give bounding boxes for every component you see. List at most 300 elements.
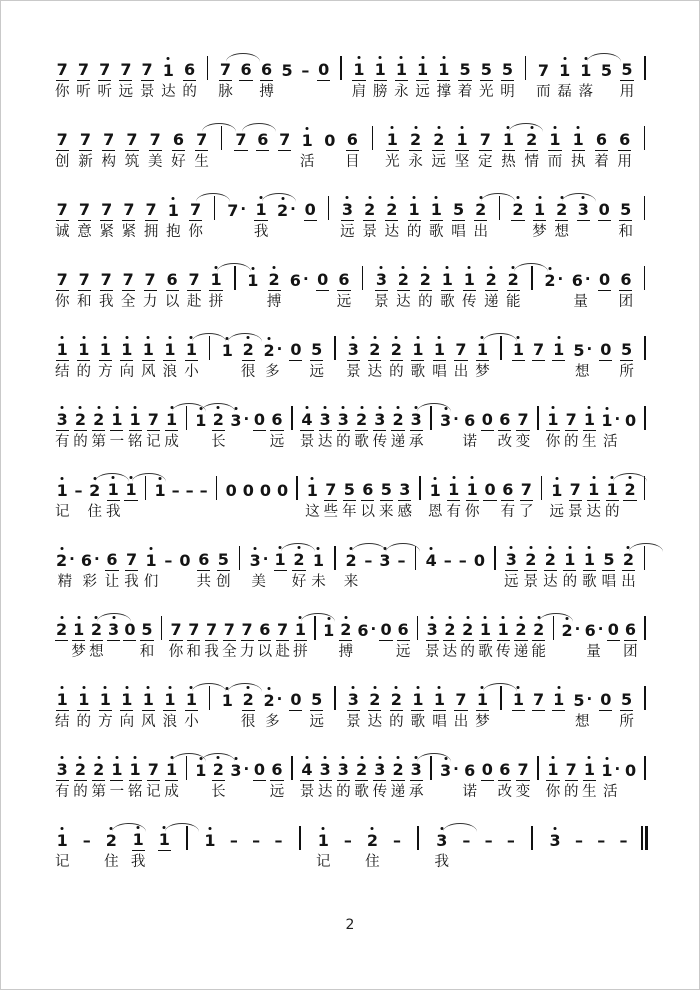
lyric: 达 [396, 294, 411, 310]
rest [242, 471, 255, 525]
note-token [407, 191, 422, 245]
note-token [361, 471, 376, 525]
lyric: 想 [575, 364, 590, 380]
note-glyph: 3 [436, 831, 448, 850]
note-glyph: 1 [430, 200, 442, 219]
note-token [389, 331, 404, 385]
lyric: 用 [619, 84, 635, 100]
lyric: 光 [479, 84, 494, 100]
note-glyph: 1 [580, 61, 592, 80]
note-glyph: 1 [56, 690, 68, 709]
note-glyph: – [506, 831, 515, 850]
note-glyph: 0 [598, 200, 610, 219]
lyric: 我 [98, 294, 114, 310]
lyric: 有 [446, 504, 461, 520]
note-token [211, 401, 226, 455]
lyric: 达 [384, 224, 400, 240]
note-glyph: 1 [78, 690, 90, 709]
lyric: 精 [57, 574, 73, 590]
note-glyph: 2 [356, 760, 368, 779]
bar-glyph [537, 406, 539, 430]
note-token [229, 751, 249, 805]
note-token [143, 261, 158, 315]
note-token [475, 681, 490, 735]
note-token [171, 121, 186, 175]
rest [259, 471, 272, 525]
note-token [415, 51, 430, 105]
note-glyph: 7 [517, 760, 529, 779]
note-token [226, 191, 246, 245]
augmentation-dot: · [370, 620, 377, 638]
note-glyph: 1 [132, 830, 144, 849]
note-glyph: 2 [485, 270, 497, 289]
note-token [258, 611, 273, 665]
lyric: 远 [431, 154, 447, 170]
note-glyph: 7 [125, 550, 138, 569]
lyric: 所 [619, 714, 634, 730]
lyric: 远 [336, 294, 352, 310]
lyric: 团 [618, 294, 634, 310]
note-glyph: 0 [600, 690, 612, 709]
note-glyph: 2 [392, 760, 404, 779]
note-token [182, 51, 197, 105]
note-glyph: 6 [198, 550, 210, 569]
lyric: 着 [457, 84, 473, 100]
note-glyph: 7 [532, 690, 545, 709]
note-glyph: 1 [107, 480, 119, 499]
note-token [249, 541, 269, 595]
note-glyph: 1 [301, 131, 313, 150]
lyric: 歌 [410, 364, 426, 380]
note-token [439, 751, 459, 805]
note-glyph: – [397, 551, 406, 570]
note-token [411, 681, 426, 735]
lyric: 以 [257, 644, 273, 660]
note-glyph: – [484, 831, 493, 850]
lyric: 第 [91, 434, 106, 450]
bar-glyph [430, 406, 432, 430]
note-token [78, 121, 93, 175]
barline [528, 821, 536, 875]
note-token [163, 681, 178, 735]
bar-glyph [417, 826, 419, 850]
note-token [77, 261, 92, 315]
note-token [124, 471, 137, 525]
note-token [352, 51, 367, 105]
note-token [568, 471, 583, 525]
note-token [356, 611, 376, 665]
note-glyph: – [364, 551, 373, 570]
note-token [396, 611, 411, 665]
note-glyph: 2 [56, 551, 68, 570]
note-glyph: 1 [412, 690, 424, 709]
barline [236, 541, 244, 595]
lyric: 长 [211, 434, 226, 450]
lyric: 成 [164, 784, 179, 800]
note-token [512, 681, 525, 735]
note-glyph: 5 [452, 200, 465, 219]
bar-glyph [291, 756, 293, 780]
bar-glyph [296, 476, 298, 500]
note-glyph: 1 [121, 340, 133, 359]
rest [379, 611, 392, 665]
note-token [144, 191, 159, 245]
lyric: 景 [299, 784, 315, 800]
lyric: 记 [316, 854, 331, 870]
note-glyph: 1 [456, 130, 468, 149]
note-glyph: 1 [551, 481, 563, 500]
rest [473, 541, 486, 595]
note-glyph: 4 [301, 760, 313, 779]
note-glyph: 1 [154, 481, 166, 500]
lyric: 活 [603, 784, 618, 800]
note-glyph: 1 [479, 620, 491, 639]
note-token [128, 401, 143, 455]
lyric: 有 [55, 434, 70, 450]
note-glyph: 1 [167, 201, 179, 220]
barline [641, 401, 649, 455]
note-glyph: 1 [111, 760, 123, 779]
note-glyph: 3 [319, 760, 331, 779]
lyric: 量 [586, 644, 601, 660]
bar-glyph [299, 826, 301, 850]
note-glyph: 1 [247, 271, 259, 290]
note-token [514, 611, 529, 665]
note-token [605, 471, 620, 525]
bar-glyph [494, 546, 496, 570]
note-token [440, 261, 455, 315]
note-token [454, 331, 469, 385]
barline [641, 751, 649, 805]
note-token [572, 331, 592, 385]
duration-dash [343, 821, 353, 875]
lyric: 方 [98, 714, 113, 730]
lyric: 新 [78, 154, 93, 170]
lyric: 歌 [429, 224, 444, 240]
note-token [221, 331, 234, 385]
note-glyph: 7 [147, 410, 159, 429]
note-glyph: 1 [606, 480, 618, 499]
note-token [98, 681, 113, 735]
note-glyph: 3 [439, 411, 452, 430]
augmentation-dot: · [69, 550, 75, 568]
note-glyph: 7 [170, 620, 182, 639]
lyric: 的 [460, 644, 475, 660]
note-token [99, 261, 114, 315]
rest [316, 261, 329, 315]
note-glyph: 7 [517, 410, 529, 429]
note-token [318, 401, 333, 455]
lyric: 的 [336, 434, 351, 450]
note-token [623, 471, 636, 525]
duration-dash [443, 541, 453, 595]
lyric: 活 [603, 434, 618, 450]
note-glyph: 5 [621, 340, 633, 359]
note-token [546, 401, 561, 455]
note-token [222, 611, 237, 665]
lyric: 拥 [143, 224, 159, 240]
note-token [373, 51, 388, 105]
note-glyph: 3 [426, 620, 438, 639]
note-token [546, 751, 561, 805]
note-glyph: 0 [290, 690, 302, 709]
note-token [229, 401, 249, 455]
lyric: 能 [505, 294, 521, 310]
note-token [164, 401, 179, 455]
note-glyph: 1 [583, 550, 595, 569]
note-glyph: 2 [525, 550, 537, 569]
note-glyph: 2 [475, 200, 487, 219]
note-token [73, 751, 88, 805]
note-glyph: 1 [559, 61, 571, 80]
lyric: 方 [98, 364, 113, 380]
note-token [324, 471, 339, 525]
lyric: 景 [346, 364, 361, 380]
note-token [501, 471, 516, 525]
lyric: 了 [519, 504, 534, 520]
note-glyph: 7 [126, 130, 138, 149]
note-token [368, 331, 383, 385]
bar-glyph [186, 826, 188, 850]
lyric: 的 [389, 714, 404, 730]
note-token [122, 191, 137, 245]
note-glyph: 7 [122, 270, 134, 289]
note-token [451, 191, 466, 245]
lyric: 筑 [124, 154, 140, 170]
barline [218, 121, 226, 175]
lyric: 脉 [218, 84, 233, 100]
lyric: 景 [139, 84, 155, 100]
lyric: 铭 [127, 784, 143, 800]
note-glyph: 4 [425, 551, 437, 570]
lyric: 景 [374, 294, 389, 310]
note-glyph: 7 [479, 130, 491, 149]
note-glyph: 5 [217, 550, 229, 569]
note-token [617, 121, 632, 175]
lyric: 我 [130, 854, 146, 870]
augmentation-dot: · [243, 760, 250, 778]
note-token [600, 751, 620, 805]
lyric: 感 [397, 504, 413, 520]
lyric: 唱 [432, 364, 447, 380]
note-glyph: 2 [433, 130, 445, 149]
note-token [618, 191, 633, 245]
note-glyph: 3 [230, 761, 242, 780]
note-token [77, 331, 92, 385]
note-token [336, 401, 351, 455]
note-glyph: 6 [357, 621, 369, 640]
note-token [141, 681, 156, 735]
note-glyph: 3 [341, 200, 353, 219]
note-glyph: 5 [380, 480, 392, 499]
note-glyph: 1 [306, 481, 318, 500]
note-token [354, 401, 369, 455]
note-glyph: 6 [362, 480, 374, 499]
note-glyph: 1 [412, 340, 424, 359]
augmentation-dot: · [94, 550, 100, 568]
barline [497, 331, 505, 385]
note-glyph: 7 [455, 340, 467, 359]
note-glyph: 1 [564, 550, 576, 569]
lyric: 们 [143, 574, 159, 590]
note-glyph: 1 [111, 410, 123, 429]
lyric: 热 [501, 154, 516, 170]
note-token [532, 681, 545, 735]
note-token [462, 261, 477, 315]
note-glyph: 1 [476, 340, 489, 359]
note-token [141, 331, 156, 385]
lyric: 撑 [436, 84, 452, 100]
note-token [76, 51, 91, 105]
lyric: 改 [497, 784, 513, 800]
lyric: 第 [91, 784, 106, 800]
bar-glyph [644, 476, 646, 500]
barline [204, 51, 212, 105]
notation-system [55, 595, 649, 665]
note-glyph: 2 [242, 690, 254, 709]
note-token [579, 51, 594, 105]
lyric: 唱 [451, 224, 466, 240]
lyric: 远 [309, 364, 324, 380]
lyric: 传 [372, 434, 388, 450]
lyric: 多 [265, 714, 280, 730]
barline [368, 121, 376, 175]
note-token [270, 751, 285, 805]
note-glyph: 7 [78, 200, 91, 219]
lyric: 你 [55, 84, 70, 100]
note-glyph: 5 [311, 340, 323, 359]
score [1, 1, 699, 875]
lyric: 搏 [266, 294, 282, 310]
note-glyph: 6 [624, 620, 636, 639]
lyric: 结 [55, 714, 70, 730]
lyric: 搏 [259, 84, 274, 100]
lyric: 的 [336, 784, 351, 800]
duration-dash [171, 471, 181, 525]
note-glyph: 3 [577, 200, 589, 219]
note-token [475, 331, 490, 385]
lyric: 浪 [162, 364, 178, 380]
note-glyph: 3 [337, 760, 349, 779]
rest [607, 611, 620, 665]
note-glyph: 2 [390, 340, 402, 359]
lyric: 的 [406, 224, 422, 240]
rest [253, 751, 266, 805]
lyric: 以 [360, 504, 376, 520]
note-glyph: 4 [301, 410, 313, 429]
notation-system [55, 35, 649, 105]
note-glyph: 7 [149, 130, 161, 149]
lyric: 情 [524, 154, 539, 170]
bar-glyph [644, 56, 646, 80]
duration-dash [199, 471, 209, 525]
barline [183, 821, 191, 875]
lyric: 向 [119, 364, 135, 380]
note-glyph: 0 [607, 620, 619, 639]
lyric: 的 [562, 574, 578, 590]
lyric: 定 [478, 154, 493, 170]
note-glyph: 1 [408, 200, 420, 219]
note-glyph: 2 [105, 831, 117, 850]
note-token [582, 751, 597, 805]
note-glyph: 7 [145, 200, 157, 219]
note-token [270, 401, 285, 455]
lyric: 远 [269, 784, 285, 800]
note-glyph: 7 [325, 480, 337, 499]
lyric: 美 [251, 574, 266, 590]
note-glyph: 6 [240, 60, 252, 79]
lyric: 景 [568, 504, 583, 520]
note-glyph: – [82, 831, 91, 850]
note-glyph: 6 [464, 761, 476, 780]
note-token [555, 191, 570, 245]
note-glyph: 5 [621, 60, 633, 79]
note-glyph: 7 [569, 480, 581, 499]
lyric: 诺 [462, 784, 477, 800]
note-glyph: 7 [147, 760, 159, 779]
note-glyph: 6 [397, 620, 409, 639]
note-glyph: – [164, 551, 173, 570]
note-glyph: – [274, 831, 283, 850]
note-glyph: 2 [507, 270, 519, 289]
note-token [373, 401, 388, 455]
note-token [55, 401, 70, 455]
note-token [187, 261, 202, 315]
bar-glyph [553, 616, 555, 640]
duration-dash [484, 821, 494, 875]
lyric: 以 [164, 294, 180, 310]
lyric: 拼 [208, 294, 224, 310]
note-token [120, 681, 135, 735]
rest [253, 401, 266, 455]
note-token [194, 401, 207, 455]
note-glyph: – [462, 831, 471, 850]
lyric: 景 [424, 644, 440, 660]
note-token [346, 331, 361, 385]
note-glyph: 5 [600, 61, 612, 80]
note-glyph: 0 [481, 410, 493, 429]
note-glyph: – [185, 481, 194, 500]
note-glyph: 1 [512, 690, 524, 709]
note-token [362, 191, 377, 245]
note-glyph: 3 [337, 410, 349, 429]
note-glyph: 1 [583, 760, 595, 779]
note-glyph: 7 [277, 620, 289, 639]
note-token [516, 401, 531, 455]
note-glyph: 0 [600, 340, 612, 359]
note-glyph: 1 [185, 690, 197, 709]
note-token [446, 471, 461, 525]
lyric: 远 [340, 224, 355, 240]
note-glyph: 1 [158, 830, 170, 849]
note-token [124, 541, 139, 595]
note-token [216, 541, 231, 595]
lyric: 远 [118, 84, 134, 100]
note-glyph: 1 [476, 690, 489, 709]
note-token [203, 821, 216, 875]
note-token [463, 751, 478, 805]
lyric: 拼 [293, 644, 308, 660]
lyric: 变 [515, 784, 531, 800]
note-token [484, 261, 499, 315]
bar-glyph [372, 126, 374, 150]
note-token [455, 121, 470, 175]
note-glyph: 1 [99, 690, 111, 709]
lyric: 变 [515, 434, 531, 450]
bar-glyph [541, 476, 543, 500]
note-glyph: 7 [235, 130, 247, 149]
lyric: 的 [76, 714, 92, 730]
